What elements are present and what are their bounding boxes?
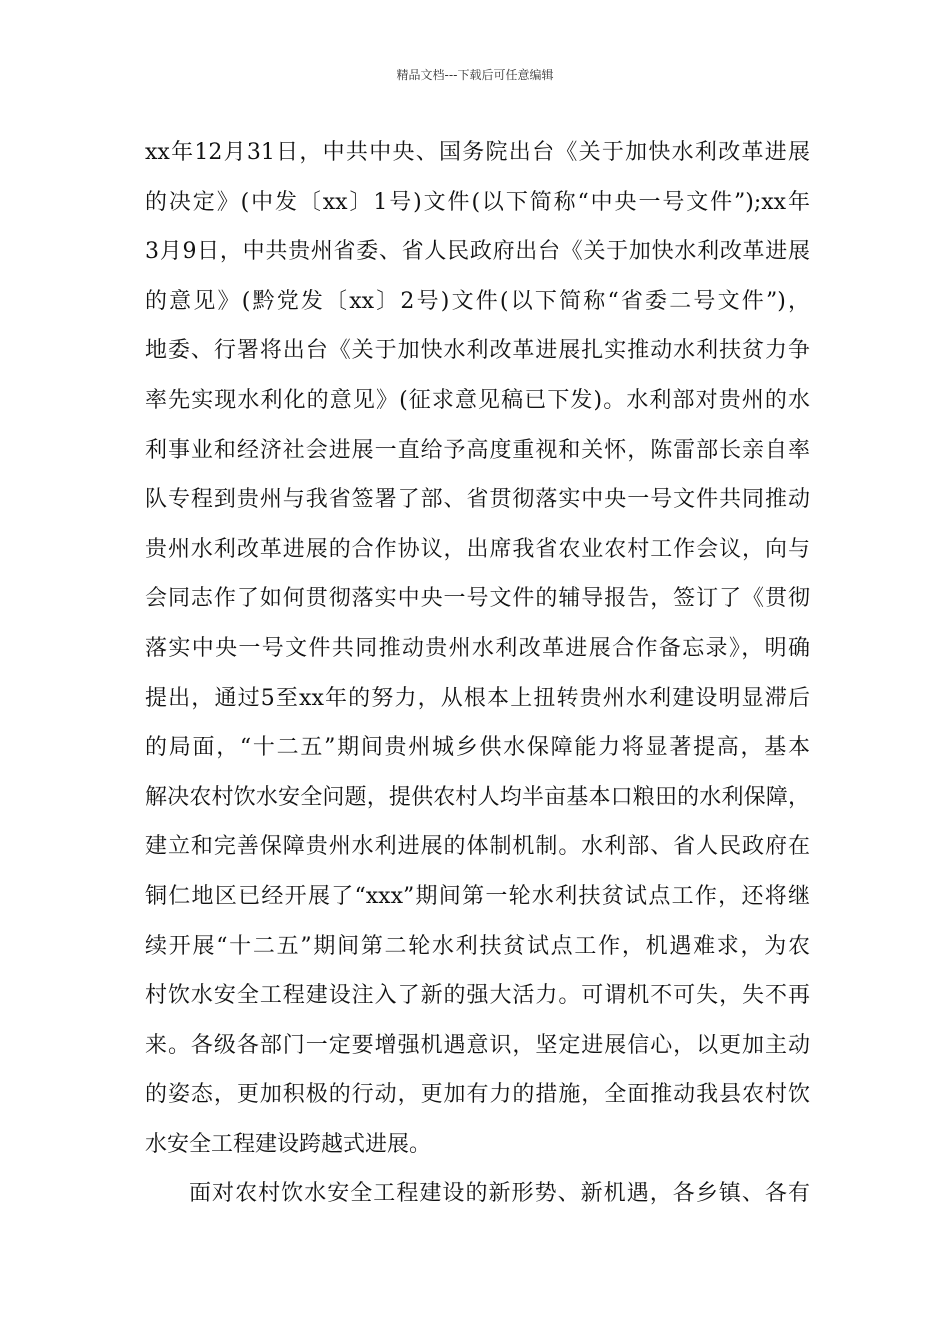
text-line: 落实中央一号文件共同推动贵州水利改革进展合作备忘录》，明确: [145, 635, 810, 661]
document-body: [145, 128, 810, 1219]
text-line: 会同志作了如何贯彻落实中央一号文件的辅导报告，签订了《贯彻: [145, 586, 810, 612]
text-line: 的意见》(黔党发〔xx〕2号)文件(以下简称“省委二号文件”)，: [145, 288, 810, 314]
paragraph-1: [145, 128, 810, 1169]
page-header: 精品文档---下载后可任意编辑: [396, 68, 554, 82]
text-line: 3月9日，中共贵州省委、省人民政府出台《关于加快水利改革进展: [145, 239, 810, 265]
text-line: 率先实现水利化的意见》(征求意见稿已下发)。水利部对贵州的水: [145, 387, 810, 413]
text-line: 利事业和经济社会进展一直给予高度重视和关怀，陈雷部长亲自率: [145, 437, 810, 463]
text-line: 水安全工程建设跨越式进展。: [145, 1131, 432, 1157]
text-line: 解决农村饮水安全问题，提供农村人均半亩基本口粮田的水利保障，: [145, 784, 810, 810]
text-line: 的局面，“十二五”期间贵州城乡供水保障能力将显著提高，基本: [145, 735, 810, 761]
text-line: 续开展“十二五”期间第二轮水利扶贫试点工作，机遇难求，为农: [145, 933, 810, 959]
text-line: 村饮水安全工程建设注入了新的强大活力。可谓机不可失，失不再: [145, 983, 810, 1009]
text-line: 提出，通过5至xx年的努力，从根本上扭转贵州水利建设明显滞后: [145, 685, 810, 711]
text-line: 地委、行署将出台《关于加快水利改革进展扎实推动水利扶贫力争: [145, 338, 810, 364]
text-line: xx年12月31日，中共中央、国务院出台《关于加快水利改革进展: [145, 140, 810, 165]
text-line: 建立和完善保障贵州水利进展的体制机制。水利部、省人民政府在: [145, 834, 810, 860]
text-line: 队专程到贵州与我省签署了部、省贯彻落实中央一号文件共同推动: [145, 487, 810, 513]
text-line: 来。各级各部门一定要增强机遇意识，坚定进展信心，以更加主动: [145, 1032, 810, 1058]
text-line: 贵州水利改革进展的合作协议，出席我省农业农村工作会议，向与: [145, 536, 810, 562]
text-line: 的姿态，更加积极的行动，更加有力的措施，全面推动我县农村饮: [145, 1082, 810, 1108]
text-line: 面对农村饮水安全工程建设的新形势、新机遇，各乡镇、各有: [189, 1181, 810, 1207]
text-line: 的决定》(中发〔xx〕1号)文件(以下简称“中央一号文件”);xx年: [145, 189, 810, 215]
paragraph-2: [145, 1169, 810, 1219]
text-line: 铜仁地区已经开展了“xxx”期间第一轮水利扶贫试点工作，还将继: [145, 883, 810, 909]
